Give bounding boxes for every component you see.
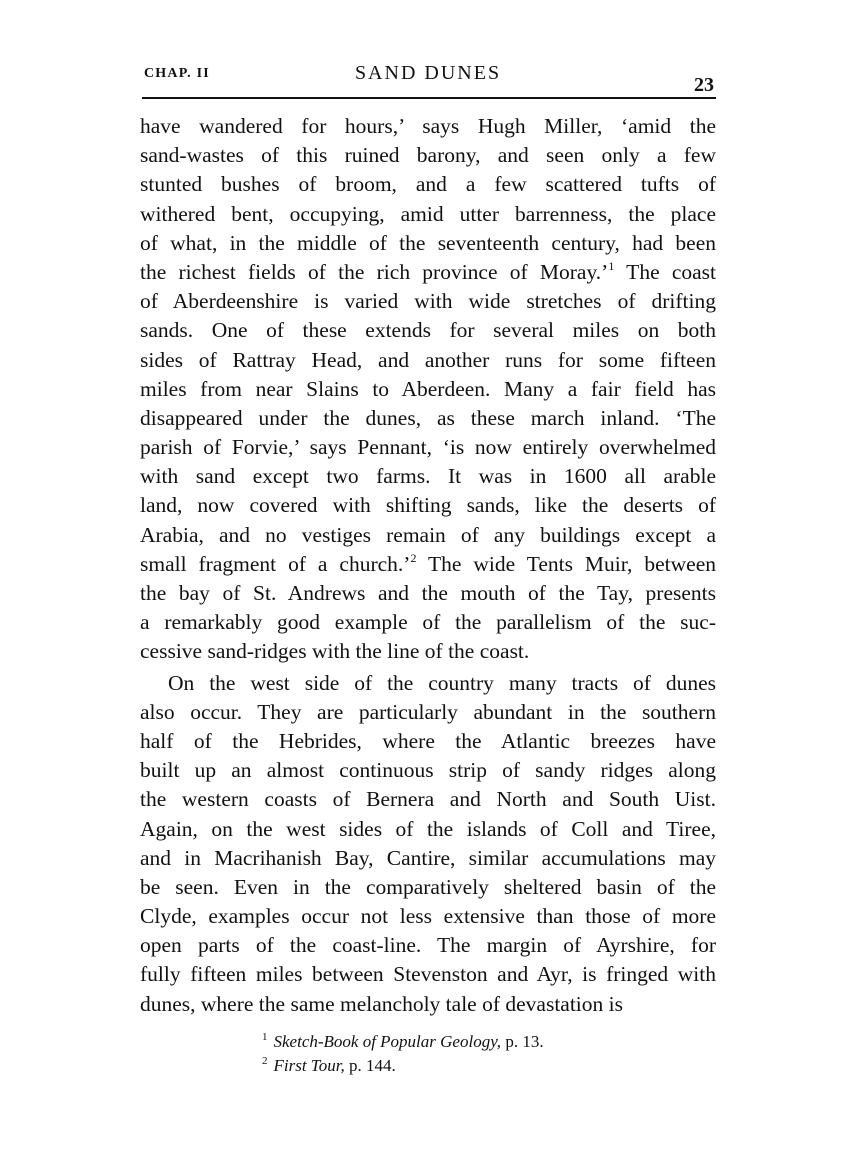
text-segment: also occur. They are particularly abundant in the southern	[140, 699, 716, 724]
text-line	[140, 200, 716, 229]
footnote-reference: 2	[410, 550, 417, 565]
footnote-reference: 1	[608, 258, 615, 273]
footnote-marker: 2	[262, 1055, 268, 1067]
paragraph	[140, 669, 716, 1019]
footnote-marker: 1	[262, 1031, 268, 1043]
text-segment: The coast	[614, 259, 717, 284]
text-line	[140, 550, 716, 579]
footnote-ref: p. 144.	[344, 1056, 396, 1075]
chapter-label: CHAP. II	[144, 66, 210, 81]
text-segment: have wandered for hours,’ says Hugh Miller, ‘amid the	[140, 114, 716, 138]
text-line	[140, 462, 716, 491]
text-segment: and in Macrihanish Bay, Cantire, similar accumulations may	[140, 845, 716, 870]
text-line	[140, 258, 716, 287]
running-title: SAND DUNES	[354, 62, 502, 84]
text-line	[140, 229, 716, 258]
footnote	[262, 1054, 544, 1078]
text-segment: disappeared under the dunes, as these march inland. ‘The	[140, 405, 716, 430]
running-header	[140, 62, 716, 96]
text-line	[140, 756, 716, 785]
body-text	[140, 112, 716, 1019]
text-segment: sands. One of these extends for several miles on both	[140, 318, 716, 343]
text-line	[140, 404, 716, 433]
footnote-title: Sketch-Book of Popular Geology,	[273, 1032, 502, 1051]
text-segment: stunted bushes of broom, and a few scattered tufts of	[140, 172, 716, 197]
text-segment: sand-wastes of this ruined barony, and seen only a few	[140, 143, 716, 168]
header-rule	[142, 97, 716, 99]
text-line	[140, 669, 716, 698]
page-number: 23	[694, 74, 714, 96]
text-segment: fully fifteen miles between Stevenston and Ayr, is fringed with	[140, 962, 716, 987]
text-segment: Again, on the west sides of the islands of Coll and Tiree,	[140, 816, 716, 841]
text-segment: of what, in the middle of the seventeenth century, had been	[140, 230, 716, 255]
text-segment: parish of Forvie,’ says Pennant, ‘is now entirely overwhelmed	[140, 435, 716, 460]
text-line	[140, 608, 716, 637]
text-segment: dunes, where the same melancholy tale of devastation is	[140, 991, 623, 1016]
text-segment: of Aberdeenshire is varied with wide stretches of drifting	[140, 289, 716, 314]
text-line	[140, 698, 716, 727]
text-line	[140, 433, 716, 462]
text-line	[140, 873, 716, 902]
text-line	[140, 287, 716, 316]
footnote-ref: p. 13.	[501, 1032, 544, 1051]
text-segment: the western coasts of Bernera and North and South Uist.	[140, 787, 716, 812]
text-segment: half of the Hebrides, where the Atlantic breezes have	[140, 728, 716, 753]
footnotes	[262, 1030, 544, 1078]
text-segment: miles from near Slains to Aberdeen. Many a fair field has	[140, 376, 716, 401]
text-line	[140, 491, 716, 520]
text-segment: cessive sand-ridges with the line of the coast.	[140, 639, 530, 664]
text-line	[140, 316, 716, 345]
text-line	[140, 727, 716, 756]
text-line	[140, 375, 716, 404]
text-line	[140, 902, 716, 931]
text-line	[140, 521, 716, 550]
text-segment: Clyde, examples occur not less extensive than those of more	[140, 904, 716, 929]
text-segment: the bay of St. Andrews and the mouth of the Tay, presents	[140, 581, 716, 605]
text-line	[140, 844, 716, 873]
text-line	[140, 931, 716, 960]
text-line	[140, 637, 716, 666]
text-line	[140, 960, 716, 989]
text-segment: sides of Rattray Head, and another runs for some fifteen	[140, 347, 716, 372]
paragraph	[140, 112, 716, 667]
text-segment: withered bent, occupying, amid utter barrenness, the place	[140, 201, 716, 226]
text-line	[140, 815, 716, 844]
footnote-title: First Tour,	[273, 1056, 345, 1075]
text-segment: open parts of the coast-line. The margin of Ayrshire, for	[140, 933, 716, 958]
text-segment: The wide Tents Muir, between	[416, 551, 716, 576]
text-segment: land, now covered with shifting sands, like the deserts of	[140, 493, 716, 518]
text-segment: On the west side of the country many tracts of dunes	[168, 670, 716, 695]
text-line	[140, 141, 716, 170]
text-line	[140, 785, 716, 814]
text-line	[140, 170, 716, 199]
text-line	[140, 346, 716, 375]
text-line	[140, 579, 716, 608]
text-segment: a remarkably good example of the parallelism of the suc-	[140, 610, 716, 635]
text-segment: Arabia, and no vestiges remain of any buildings except a	[140, 522, 716, 547]
text-line	[140, 112, 716, 141]
text-segment: built up an almost continuous strip of sandy ridges along	[140, 758, 716, 783]
footnote	[262, 1030, 544, 1054]
text-segment: with sand except two farms. It was in 1600 all arable	[140, 464, 716, 489]
text-line	[140, 990, 716, 1019]
text-segment: be seen. Even in the comparatively sheltered basin of the	[140, 874, 716, 899]
text-segment: the richest fields of the rich province of Moray.’	[140, 259, 609, 284]
text-segment: small fragment of a church.’	[140, 551, 411, 576]
